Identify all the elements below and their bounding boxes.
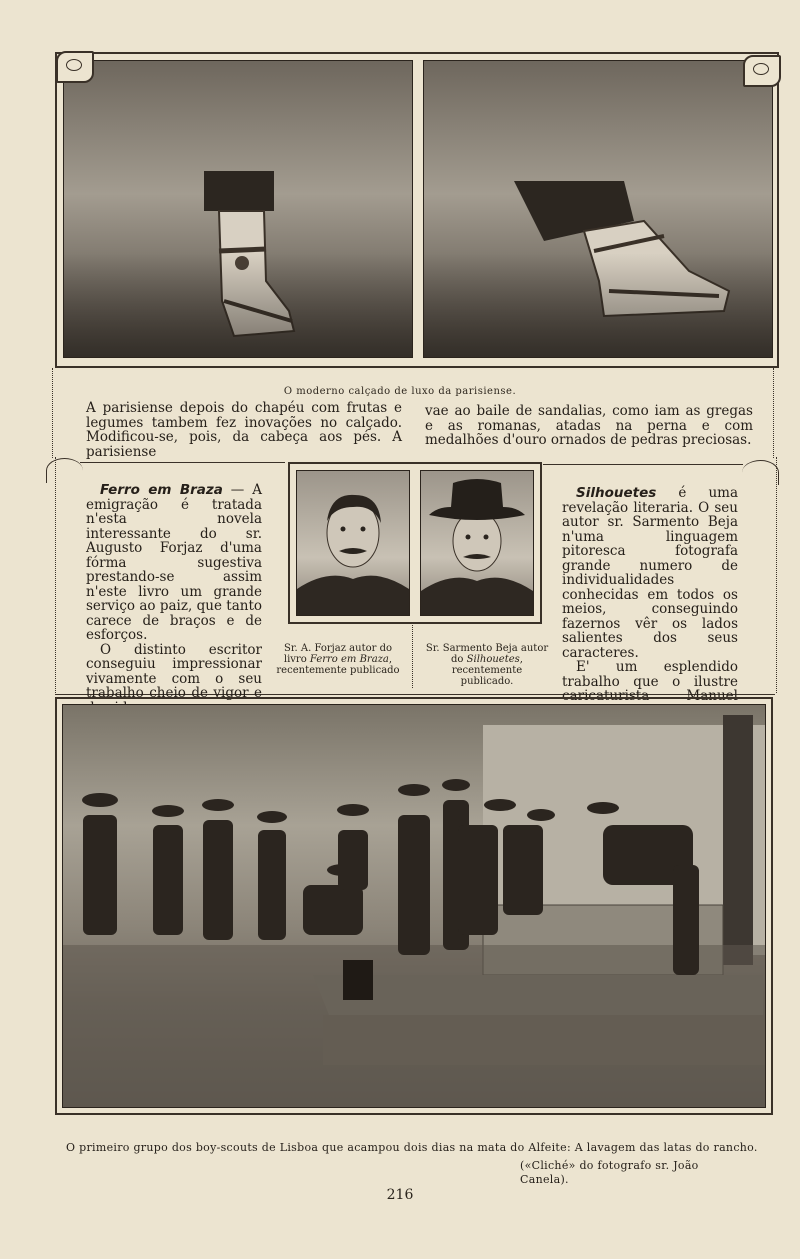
portrait-beja-caption-title: Silhouetes — [466, 654, 520, 665]
ferro-em-braza-text-1: — A emigração é tratada n'esta novela interessante do sr. Augusto Forjaz d'uma fórma sugestiva prestando-se assim n'este livro um grande serviço ao paiz, que tanto carece de braços e de esforços. — [86, 482, 262, 643]
sandals-text-right: vae ao baile de sandalias, como iam as gregas e as romanas, atadas na perna e com medalhões d'ouro ornados de pedras preciosas. — [425, 403, 753, 448]
portrait-beja-caption — [424, 643, 550, 687]
ferro-em-braza-text-2: O distinto escritor conseguiu impressionar vivamente com o seu trabalho cheio de vigor e — [86, 641, 262, 701]
rule-top-left — [80, 462, 285, 463]
portrait-forjaz-caption-1: Sr. A. Forjaz autor do livro — [283, 643, 392, 665]
silhouetes-text-1: é uma revelação literaria. O seu autor sr. Sarmento Beja n'uma linguagem pitoresca fotografa grande numero de individualidades conhecidas em todos os meios, conseguindo fazernos vêr os lados salientes dos seus caracteres. — [562, 485, 738, 661]
portrait-sarmento-beja-figure — [421, 471, 533, 615]
portrait-divider — [412, 622, 413, 688]
ferro-em-braza-heading: Ferro em Braza — [100, 482, 223, 498]
dotted-border-right — [773, 368, 774, 458]
portrait-forjaz-caption-title: Ferro em Braza — [309, 654, 389, 665]
scroll-ornament-left — [46, 458, 83, 483]
silhouetes-column — [562, 486, 738, 733]
scroll-ornament-right — [742, 460, 779, 485]
portraits-frame — [288, 462, 542, 624]
portrait-forjaz — [296, 470, 410, 616]
sandals-caption: O moderno calçado de luxo da parisiense. — [283, 386, 517, 397]
sandals-text-left: A parisiense depois do chapéu com frutas e legumes tambem fez inovações no calçado. Modificou-se, pois, da cabeça aos pés. A parisiense — [86, 400, 402, 460]
corner-ornament-top-right — [743, 55, 781, 87]
portrait-beja-caption-2: , recentemente publicado. — [451, 654, 523, 687]
silhouetes-text-2: E' um esplendido trabalho que o ilustre caricaturista Manuel — [562, 659, 738, 704]
ferro-em-braza-column — [86, 483, 262, 715]
scouts-caption-line-1: O primeiro grupo dos boy-scouts de Lisboa que acampou dois dias na mata do Alfeite: A lavagem das latas do rancho. — [66, 1141, 758, 1154]
sandal-photo-left — [63, 60, 413, 358]
dotted-border-left — [52, 368, 53, 458]
portrait-sarmento-beja — [420, 470, 534, 616]
scouts-photo — [62, 704, 766, 1108]
silhouetes-heading: Silhouetes — [576, 485, 657, 501]
sandal-photo-right — [423, 60, 773, 358]
portrait-forjaz-figure — [297, 471, 409, 615]
scouts-photo-frame — [55, 697, 773, 1115]
corner-ornament-top-left — [56, 51, 94, 83]
portrait-forjaz-caption — [274, 643, 402, 676]
portrait-beja-caption-1: Sr. Sarmento Beja autor do — [425, 643, 549, 665]
rule-top-right — [543, 464, 743, 465]
page-number: 216 — [386, 1187, 414, 1203]
scouts-scene — [63, 705, 765, 1107]
portrait-forjaz-caption-2: , recentemente publicado — [276, 654, 400, 676]
sandals-photo-frame — [55, 52, 779, 368]
scouts-caption-line-2: («Cliché» do fotografo sr. João Canela). — [520, 1159, 699, 1186]
